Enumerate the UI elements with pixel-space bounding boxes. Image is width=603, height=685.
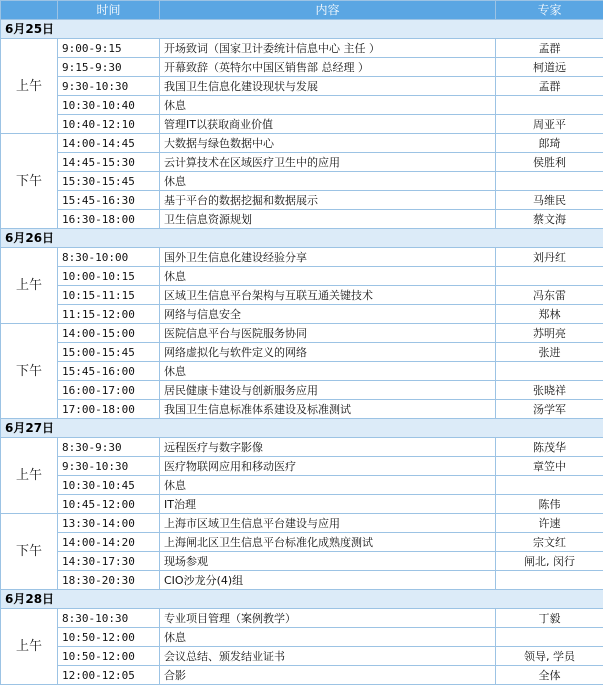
schedule-row — [1, 96, 603, 115]
expert-cell: 郑林 — [496, 305, 603, 324]
time-cell: 9:00-9:15 — [58, 39, 160, 58]
schedule-row — [1, 552, 603, 571]
time-cell: 10:40-12:10 — [58, 115, 160, 134]
time-cell: 15:45-16:30 — [58, 191, 160, 210]
schedule-row — [1, 381, 603, 400]
period-label: 下午 — [1, 134, 58, 229]
content-cell: 医院信息平台与医院服务协同 — [160, 324, 496, 343]
day-row — [1, 590, 603, 609]
content-cell: 开幕致辞（英特尔中国区销售部 总经理 ） — [160, 58, 496, 77]
schedule-row — [1, 362, 603, 381]
content-cell: 区域卫生信息平台架构与互联互通关键技术 — [160, 286, 496, 305]
expert-cell: 张进 — [496, 343, 603, 362]
time-cell: 12:00-12:05 — [58, 666, 160, 685]
time-cell: 8:30-10:00 — [58, 248, 160, 267]
content-cell: 休息 — [160, 476, 496, 495]
header-content: 内容 — [160, 1, 496, 20]
period-label: 上午 — [1, 39, 58, 134]
expert-cell: 汤学军 — [496, 400, 603, 419]
day-label: 6月27日 — [1, 419, 603, 438]
time-cell: 9:30-10:30 — [58, 77, 160, 96]
content-cell: 管理IT以获取商业价值 — [160, 115, 496, 134]
expert-cell: 苏明亮 — [496, 324, 603, 343]
expert-cell — [496, 476, 603, 495]
schedule-row — [1, 153, 603, 172]
expert-cell: 马维民 — [496, 191, 603, 210]
schedule-row — [1, 609, 603, 628]
expert-cell: 宗文红 — [496, 533, 603, 552]
schedule-row — [1, 134, 603, 153]
content-cell: 我国卫生信息标准体系建设及标准测试 — [160, 400, 496, 419]
time-cell: 14:30-17:30 — [58, 552, 160, 571]
schedule-row — [1, 210, 603, 229]
schedule-row — [1, 666, 603, 685]
content-cell: 云计算技术在区域医疗卫生中的应用 — [160, 153, 496, 172]
content-cell: 网络与信息安全 — [160, 305, 496, 324]
expert-cell: 郎琦 — [496, 134, 603, 153]
expert-cell: 陈茂华 — [496, 438, 603, 457]
schedule-row — [1, 267, 603, 286]
time-cell: 10:50-12:00 — [58, 647, 160, 666]
expert-cell: 章笠中 — [496, 457, 603, 476]
schedule-row — [1, 39, 603, 58]
day-label: 6月26日 — [1, 229, 603, 248]
expert-cell — [496, 362, 603, 381]
expert-cell — [496, 628, 603, 647]
content-cell: 开场致词（国家卫计委统计信息中心 主任 ） — [160, 39, 496, 58]
content-cell: 专业项目管理（案例教学） — [160, 609, 496, 628]
expert-cell: 许速 — [496, 514, 603, 533]
time-cell: 8:30-9:30 — [58, 438, 160, 457]
schedule-row — [1, 248, 603, 267]
content-cell: 国外卫生信息化建设经验分享 — [160, 248, 496, 267]
expert-cell: 柯道远 — [496, 58, 603, 77]
schedule-row — [1, 476, 603, 495]
time-cell: 17:00-18:00 — [58, 400, 160, 419]
schedule-row — [1, 286, 603, 305]
time-cell: 10:30-10:45 — [58, 476, 160, 495]
period-label: 下午 — [1, 514, 58, 590]
expert-cell: 侯胜利 — [496, 153, 603, 172]
expert-cell: 张晓祥 — [496, 381, 603, 400]
content-cell: 休息 — [160, 172, 496, 191]
content-cell: 休息 — [160, 628, 496, 647]
day-row — [1, 419, 603, 438]
content-cell: 现场参观 — [160, 552, 496, 571]
day-label: 6月25日 — [1, 20, 603, 39]
content-cell: 基于平台的数据挖掘和数据展示 — [160, 191, 496, 210]
schedule-row — [1, 533, 603, 552]
content-cell: 上海市区域卫生信息平台建设与应用 — [160, 514, 496, 533]
content-cell: 网络虚拟化与软件定义的网络 — [160, 343, 496, 362]
content-cell: 远程医疗与数字影像 — [160, 438, 496, 457]
content-cell: 会议总结、颁发结业证书 — [160, 647, 496, 666]
time-cell: 13:30-14:00 — [58, 514, 160, 533]
time-cell: 9:15-9:30 — [58, 58, 160, 77]
content-cell: IT治理 — [160, 495, 496, 514]
schedule-row — [1, 172, 603, 191]
header-time: 时间 — [58, 1, 160, 20]
content-cell: 休息 — [160, 362, 496, 381]
expert-cell: 闸北, 闵行 — [496, 552, 603, 571]
day-row — [1, 229, 603, 248]
time-cell: 10:00-10:15 — [58, 267, 160, 286]
day-label: 6月28日 — [1, 590, 603, 609]
content-cell: 休息 — [160, 267, 496, 286]
header-expert: 专家 — [496, 1, 603, 20]
time-cell: 14:00-14:20 — [58, 533, 160, 552]
schedule-row — [1, 324, 603, 343]
content-cell: 上海闸北区卫生信息平台标准化成熟度测试 — [160, 533, 496, 552]
expert-cell: 冯东雷 — [496, 286, 603, 305]
content-cell: 合影 — [160, 666, 496, 685]
schedule-row — [1, 77, 603, 96]
time-cell: 14:00-15:00 — [58, 324, 160, 343]
schedule-row — [1, 514, 603, 533]
expert-cell — [496, 172, 603, 191]
time-cell: 11:15-12:00 — [58, 305, 160, 324]
time-cell: 15:00-15:45 — [58, 343, 160, 362]
header-period — [1, 1, 58, 20]
period-label: 下午 — [1, 324, 58, 419]
period-label: 上午 — [1, 438, 58, 514]
schedule-row — [1, 495, 603, 514]
schedule-row — [1, 343, 603, 362]
schedule-row — [1, 58, 603, 77]
content-cell: CIO沙龙分(4)组 — [160, 571, 496, 590]
time-cell: 15:45-16:00 — [58, 362, 160, 381]
schedule-row — [1, 115, 603, 134]
time-cell: 14:00-14:45 — [58, 134, 160, 153]
time-cell: 10:15-11:15 — [58, 286, 160, 305]
time-cell: 8:30-10:30 — [58, 609, 160, 628]
time-cell: 10:45-12:00 — [58, 495, 160, 514]
content-cell: 卫生信息资源规划 — [160, 210, 496, 229]
content-cell: 大数据与绿色数据中心 — [160, 134, 496, 153]
content-cell: 我国卫生信息化建设现状与发展 — [160, 77, 496, 96]
time-cell: 18:30-20:30 — [58, 571, 160, 590]
schedule-row — [1, 457, 603, 476]
expert-cell: 丁毅 — [496, 609, 603, 628]
expert-cell: 陈伟 — [496, 495, 603, 514]
expert-cell: 孟群 — [496, 39, 603, 58]
expert-cell: 孟群 — [496, 77, 603, 96]
content-cell: 休息 — [160, 96, 496, 115]
schedule-row — [1, 438, 603, 457]
time-cell: 9:30-10:30 — [58, 457, 160, 476]
time-cell: 10:50-12:00 — [58, 628, 160, 647]
content-cell: 居民健康卡建设与创新服务应用 — [160, 381, 496, 400]
period-label: 上午 — [1, 609, 58, 685]
schedule-row — [1, 191, 603, 210]
expert-cell: 领导, 学员 — [496, 647, 603, 666]
time-cell: 14:45-15:30 — [58, 153, 160, 172]
expert-cell — [496, 571, 603, 590]
expert-cell: 蔡文海 — [496, 210, 603, 229]
expert-cell — [496, 96, 603, 115]
period-label: 上午 — [1, 248, 58, 324]
schedule-body — [1, 20, 603, 685]
day-row — [1, 20, 603, 39]
schedule-row — [1, 571, 603, 590]
content-cell: 医疗物联网应用和移动医疗 — [160, 457, 496, 476]
schedule-row — [1, 647, 603, 666]
time-cell: 15:30-15:45 — [58, 172, 160, 191]
expert-cell: 刘丹红 — [496, 248, 603, 267]
schedule-row — [1, 400, 603, 419]
time-cell: 10:30-10:40 — [58, 96, 160, 115]
schedule-row — [1, 305, 603, 324]
header-row — [1, 1, 603, 20]
time-cell: 16:00-17:00 — [58, 381, 160, 400]
expert-cell: 周亚平 — [496, 115, 603, 134]
expert-cell — [496, 267, 603, 286]
expert-cell: 全体 — [496, 666, 603, 685]
time-cell: 16:30-18:00 — [58, 210, 160, 229]
schedule-row — [1, 628, 603, 647]
